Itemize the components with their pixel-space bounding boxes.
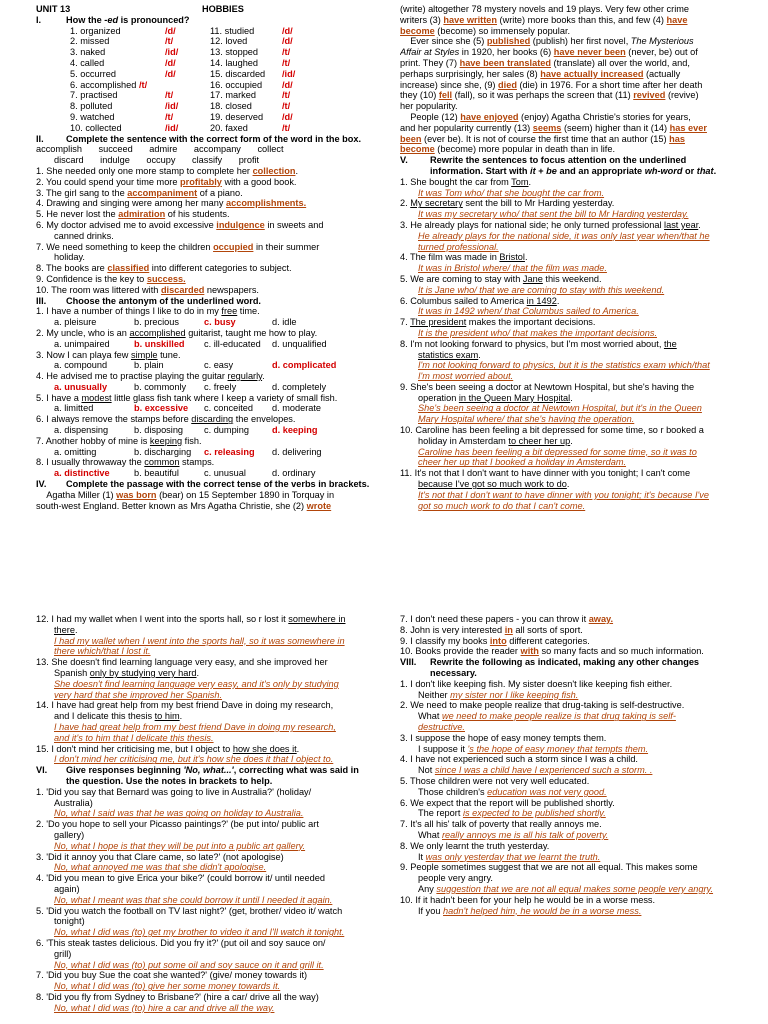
section-5-heading: V. Rewrite the sentences to focus attention on the underlined information. Start with it + be and an appropriate wh-word or that. [400,155,717,176]
section-8-items: 1. I don't like keeping fish. My sister doesn't like keeping fish either. Neither my sister nor I like keeping fish. 2. We need to make people realize that drug-taking is self-destructive. What we need to make people realize is that drug taking is self- destructive. 3. I suppose the hope of easy money tempts them. I suppose it 's the hope of easy money that tempts them. 4. I have not experienced such a storm since I was a child. Not since I was a child have I experienced such a storm. . 5. Those children were not very well educated. Those children's education was not very good. 6. We expect that the report will be published shortly. The report is expected to be published shortly. 7. It's all his' talk of poverty that really annoys me. What really annoys me is all his talk of poverty. 8. We only learnt the truth yesterday. It was only yesterday that we learnt the truth. 9. People sometimes suggest that we are not all equal. This makes some people very angry. Any suggestion that we are not all equal makes some people very angry. 10. If it hadn't been for your help he would be in a worse mess. If you hadn't helped him, he would be in a worse mess. [400,678,714,916]
section-6-heading: VI. Give responses beginning 'No, what...', correcting what was said in the question. Use the notes in brackets to help. [36,765,359,786]
section-3-heading: III. Choose the antonym of the underlined word. [36,295,261,306]
section-8-heading: VIII. Rewrite the following as indicated, making any other changes necessary. [400,657,700,678]
section-5-items: 1. She bought the car from Tom. It was Tom who/ that she bought the car from. 2. My secretary sent the bill to Mr Harding yesterday. It was my secretary who/ that sent the bill to Mr Harding yesterday. 3. He already plays for national side; he only turned professional last year. He already plays for the national side, it was only last year when/that he turned professional. 4. The film was made in Bristol. It was in Bristol where/ that the film was made. 5. We are coming to stay with Jane this weekend. It is Jane who/ that we are coming to stay with this weekend. 6. Columbus sailed to America in 1492. It was in 1492 when/ that Columbus sailed to America. 7. The president makes the important decisions. It is the president who/ that makes the important decisions. 8. I'm not looking forward to physics, but I'm most worried about, the statistics exam. I'm not looking forward to physics, but it is the statistics exam which/that I'm most worried about. 9. She's been seeing a doctor at Newtown Hospital, but she's having the operation in the Queen Mary Hospital. She's been seeing a doctor at Newtown Hospital, but it's in the Queen Mary Hospital where/ that she's having the operation. 10. Caroline has been feeling a bit depressed for some time, so r booked a holiday in Amsterdam to cheer her up. Caroline has been feeling a bit depressed for some time, so it was to cheer her up that I booked a holiday in Amsterdam. 11. It's not that I don't want to have dinner with you tonight; I can't come because I've got so much work to do. It's not that I don't want to have dinner with you tonight; it's because I've got so much work to do that I can't come. [400,176,710,511]
section-7-items: 7. I don't need these papers - you can throw it away. 8. John is very interested in all sorts of sport. 9. I classify my books into different categories. 10. Books provide the reader with so many facts and so much information. [400,614,704,657]
page-title: HOBBIES [202,4,244,14]
top-left-column [36,4,370,511]
passage-continued: (write) altogether 78 mystery novels and 19 plays. Very few other crime writers (3) have written (write) more books than this, and few (4) have become (become) so immensely popular. Ever since she (5) published (publish) her first novel, The Mysterious Affair at Styles in 1920, her books (6) have never been (never, be) out of print. They (7) have been translated (translate) all over the world, and, perhaps surprisingly, her sales (8) have actually increased (actually increase) since she, (9) died (die) in 1976. For a short time after her death they (10) fell (fall), so it was perhaps the screen that (11) revived (revive) her popularity. People (12) have enjoyed (enjoy) Agatha Christie's stories for years, and her popularity currently (13) seems (seem) higher than it (14) has ever been (ever be). It is not of course the first time that an author (15) has become (become) more popular in death than in life. [400,4,707,155]
word-box: accomplish succeed admire accompany collect discard indulge occupy classify profit [36,144,284,166]
bottom-right-column [400,614,734,916]
section-2-items: 1. She needed only one more stamp to complete her collection. 2. You could spend your time more profitably with a good book. 3. The girl sang to the accompaniment of a piano. 4. Drawing and singing were among her many accomplishments. 5. He never lost the admiration of his students. 6. My doctor advised me to avoid excessive indulgence in sweets and canned drinks. 7. We need something to keep the children occupied in their summer holiday. 8. The books are classified into different categories to subject. 9. Confidence is the key to success. 10. The room was littered with discarded newspapers. [36,165,324,295]
section-6-items: 1. 'Did you say that Bernard was going to live in Australia?' (holiday/ Australia) No, what I said was that he was going on holiday to Australia. 2. 'Do you hope to sell your Picasso paintings?' (be put into/ public art gallery) No, what I hope is that they will be put into a public art gallery. 3. 'Did it annoy you that Clare came, so late?' (not apologise) No, what annoyed me was that she didn't apologise. 4. 'Did you mean to give Erica your bike?' (could borrow it/ until needed again) No, what I meant was that she could borrow it until I needed it again. 5. 'Did you watch the football on TV last night?' (get, brother/ video it/ watch tonight) No, what I did was (to) get my brother to video it and I'll watch it tonight. 6. 'This steak tastes delicious. Did you fry it?' (put oil and soy sauce on/ grill) No, what I did was (to) put some oil and soy sauce on it and grill it. 7. 'Did you buy Sue the coat she wanted?' (give/ money towards it) No, what I did was (to) give her some money towards it. 8. 'Did you fly from Sydney to Brisbane?' (hire a car/ drive all the way) No, what I did was (to) hire a car and drive all the way. [36,786,345,1013]
section-1-heading: I. How the -ed is pronounced? [36,14,190,25]
section-3-items: 1. I have a number of things I like to do in my free time. a. pleisure b. precious c. busy d. idle 2. My uncle, who is an accomplished guitarist, taught me how to play. a. unimpaired b. unskilled c. ill-educated d. unqualified 3. Now I can playa few simple tune. a. compound b. plain c. easy d. complicated 4. He advised me to practise playing the guitar regularly. a. unusually b. commonly c. freely d. completely 5. I have a modest little glass fish tank where I keep a variety of small fish. a. limitted b. excessive c. conceited d. moderate 6. I always remove the stamps before discarding the envelopes. a. dispensing b. disposing c. dumping d. keeping 7. Another hobby of mine is keeping fish. a. omitting b. discharging c. releasing d. delivering 8. I usually throwaway the common stamps. a. distinctive b. beautiful c. unusual d. ordinary [36,306,338,479]
unit-label: UNIT 13 [36,4,71,14]
pronunciation-list: 1. organized /d/ 11. studied /d/ 2. missed /t/ 12. loved /d/ 3. naked /id/ 13. stopped /t/ 4. called /d/ 14. laughed /t/ 5. occurred /d/ 15. discarded /id/ 6. accomplished /t/ 16. occupied /d/ 7. practised /t/ 17. marked /t/ 8. polluted /id/ 18. closed /t/ 9. watched /t/ 19. deserved /d/ 10. collected /id/ 20. faxed /t/ [70,25,296,133]
top-right-column [400,4,734,511]
section-5-items-continued: 12. I had my wallet when I went into the sports hall, so r lost it somewhere in there. I had my wallet when I went into the sports hall, so it was somewhere in there which/that I lost it. 13. She doesn't find learning language very easy, and she improved her Spanish only by studying very hard. She doesn't find learning language very easy, and it's only by studying very hard that she improved her Spanish. 14. I have had great help from my best friend Dave in doing my research, and I delicate this thesis to him. I have had great help from my best friend Dave in doing my research, and it's to him that I delicate this thesis. 15. I don't mind her criticising me, but I object to how she does it. I don't mind her criticising me, but it's how she does it that I object to. [36,614,346,765]
bottom-left-column [36,614,370,1013]
section-4-heading: IV. Complete the passage with the correct tense of the verbs in brackets. [36,479,370,490]
passage-start: Agatha Miller (1) was born (bear) on 15 September 1890 in Torquay in south-west England. Better known as Mrs Agatha Christie, she (2) wrote [36,489,335,511]
section-2-heading: II. Complete the sentence with the correct form of the word in the box. [36,133,362,144]
